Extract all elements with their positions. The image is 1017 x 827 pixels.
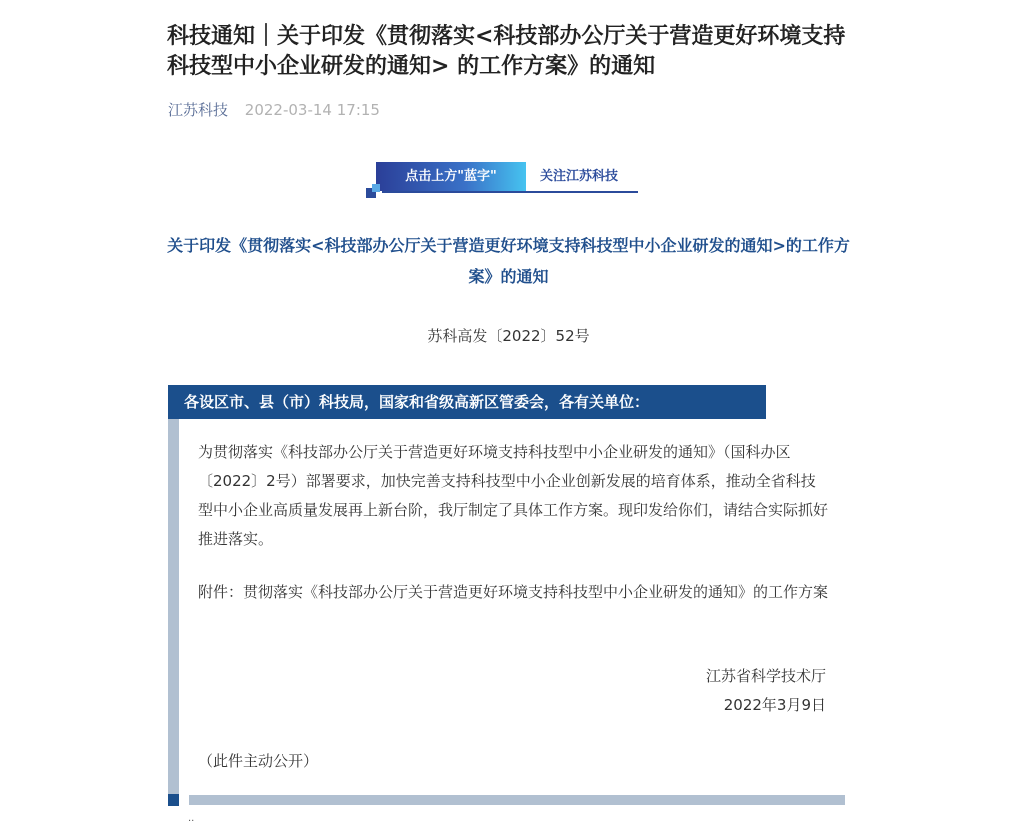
bottom-accent-bar: [189, 795, 845, 805]
left-accent-bar: [168, 419, 179, 794]
document-number: 苏科高发〔2022〕52号: [427, 327, 590, 345]
publish-time: 2022-03-14 17:15: [244, 101, 380, 119]
banner-underline: [382, 191, 638, 193]
body-paragraph: 为贯彻落实《科技部办公厅关于营造更好环境支持科技型中小企业研发的通知》（国科办区〔2022〕2号）部署要求，加快完善支持科技型中小企业创新发展的培育体系，推动全省科技型中小企业高质量发展再上新台阶，我厅制定了具体工作方案。现印发给你们，请结合实际抓好推进落实。: [198, 443, 829, 548]
article-title: 科技通知｜关于印发《贯彻落实<科技部办公厅关于营造更好环境支持科技型中小企业研发的通知> 的工作方案》的通知: [167, 24, 846, 79]
signature-date: 2022年3月9日: [723, 696, 826, 714]
left-accent-bar-cap: [168, 794, 179, 806]
addressee-bar: 各设区市、县（市）科技局，国家和省级高新区管委会，各有关单位：: [168, 385, 766, 419]
attachment-paragraph: 附件：贯彻落实《科技部办公厅关于营造更好环境支持科技型中小企业研发的通知》的工作方案: [198, 583, 829, 601]
click-blue-text-label: 点击上方"蓝字": [376, 162, 526, 191]
article-meta: [168, 99, 380, 121]
decor-square-light-icon: [372, 184, 380, 192]
truncated-content-marker: ··: [188, 816, 195, 827]
signature-organization: 江苏省科学技术厅: [705, 667, 826, 685]
follow-banner: [366, 162, 638, 204]
disclosure-note: （此件主动公开）: [198, 752, 319, 770]
account-name-link[interactable]: 江苏科技: [168, 101, 229, 119]
document-title: 关于印发《贯彻落实<科技部办公厅关于营造更好环境支持科技型中小企业研发的通知>的工作方案》的通知: [167, 236, 850, 286]
follow-account-label: 关注江苏科技: [540, 169, 619, 184]
